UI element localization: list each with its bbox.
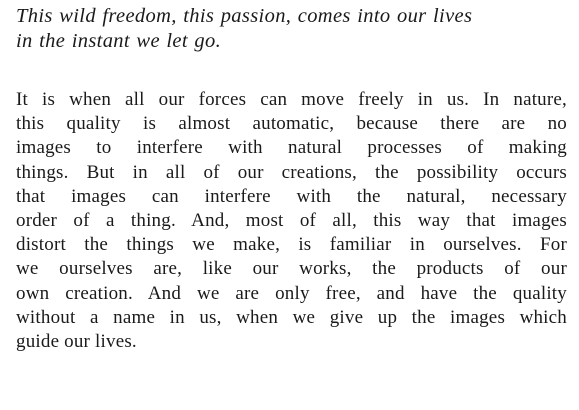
body-paragraph [16,88,567,354]
paragraph-line: own creation. And we are only free, and have the quality [16,282,567,304]
paragraph-line: we ourselves are, like our works, the products of our [16,258,567,280]
paragraph-line: images to interfere with natural processes of making [16,137,567,159]
paragraph-line: order of a thing. And, most of all, this way that images [16,209,567,231]
epigraph [16,4,564,54]
paragraph-line: without a name in us, when we give up the images which [16,306,567,328]
epigraph-line: This wild freedom, this passion, comes into our lives [16,5,473,27]
paragraph-line: this quality is almost automatic, because there are no [16,113,567,135]
paragraph-line: things. But in all of our creations, the possibility occurs [16,161,567,183]
paragraph-line: distort the things we make, is familiar in ourselves. For [16,234,567,256]
epigraph-line: in the instant we let go. [16,30,222,52]
paragraph-line: It is when all our forces can move freely in us. In nature, [16,89,567,110]
paragraph-line: that images can interfere with the natural, necessary [16,185,567,207]
paragraph-line: guide our lives. [16,330,137,352]
